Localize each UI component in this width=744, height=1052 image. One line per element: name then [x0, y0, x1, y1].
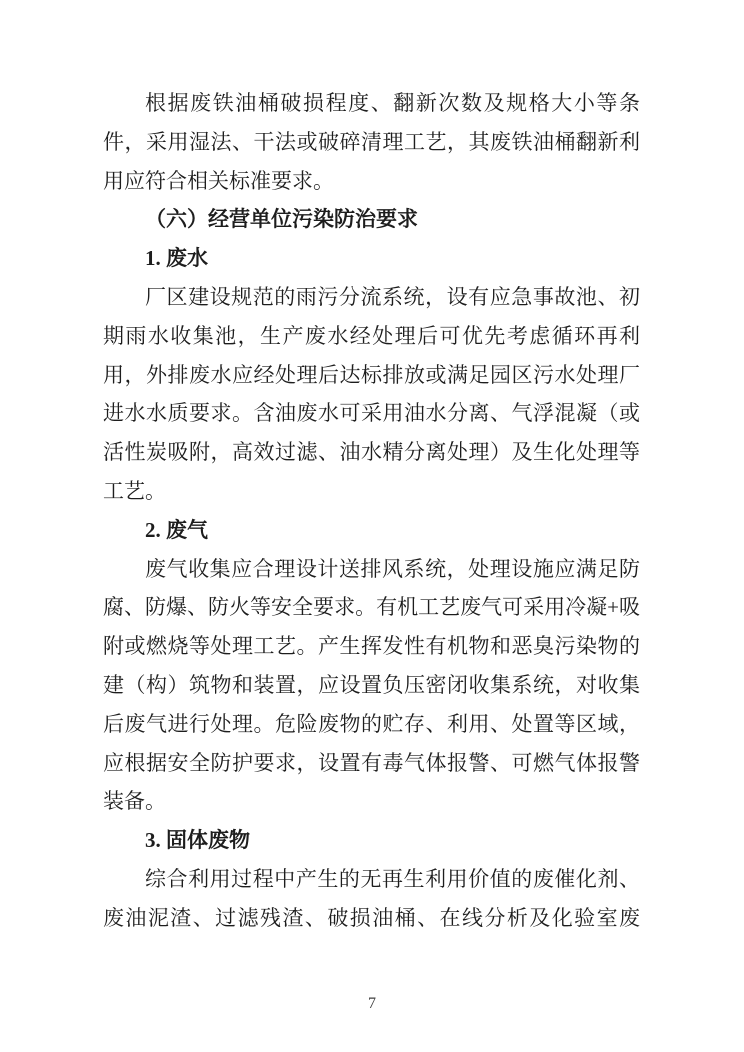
paragraph-line: 综合利用过程中产生的无再生利用价值的废催化剂、 [145, 866, 640, 891]
paragraph-line: 后废气进行处理。危险废物的贮存、利用、处置等区域， [103, 711, 640, 736]
paragraph-line: 用，外排废水应经处理后达标排放或满足园区污水处理厂 [103, 362, 640, 387]
paragraph-line: 厂区建设规范的雨污分流系统，设有应急事故池、初 [145, 284, 640, 309]
paragraph-line: 期雨水收集池，生产废水经处理后可优先考虑循环再利 [103, 323, 640, 348]
section-heading: （六）经营单位污染防治要求 [145, 207, 418, 232]
paragraph-line: 活性炭吸附，高效过滤、油水精分离处理）及生化处理等 [103, 440, 640, 465]
page-footer [0, 994, 744, 1014]
paragraph-line: 应根据安全防护要求，设置有毒气体报警、可燃气体报警 [103, 750, 640, 775]
paragraph-line: 件，采用湿法、干法或破碎清理工艺，其废铁油桶翻新利 [103, 129, 640, 154]
paragraph-line: 附或燃烧等处理工艺。产生挥发性有机物和恶臭污染物的 [103, 634, 640, 659]
paragraph-line: 建（构）筑物和装置，应设置负压密闭收集系统，对收集 [103, 672, 640, 697]
document-body [103, 84, 640, 938]
paragraph-line: 根据废铁油桶破损程度、翻新次数及规格大小等条 [145, 91, 640, 115]
paragraph-line: 废气收集应合理设计送排风系统，处理设施应满足防 [145, 556, 640, 581]
subsection-heading: 3. 固体废物 [145, 828, 250, 853]
paragraph-line: 腐、防爆、防火等安全要求。有机工艺废气可采用冷凝+吸 [103, 595, 640, 620]
subsection-heading: 1. 废水 [145, 246, 208, 271]
page-number: 7 [368, 995, 376, 1012]
paragraph-line: 用应符合相关标准要求。 [103, 168, 334, 193]
paragraph-line: 进水水质要求。含油废水可采用油水分离、气浮混凝（或 [103, 401, 640, 426]
subsection-heading: 2. 废气 [145, 517, 208, 542]
paragraph-line: 工艺。 [103, 478, 166, 503]
paragraph-line: 装备。 [103, 789, 166, 814]
paragraph-line: 废油泥渣、过滤残渣、破损油桶、在线分析及化验室废 [103, 905, 640, 930]
